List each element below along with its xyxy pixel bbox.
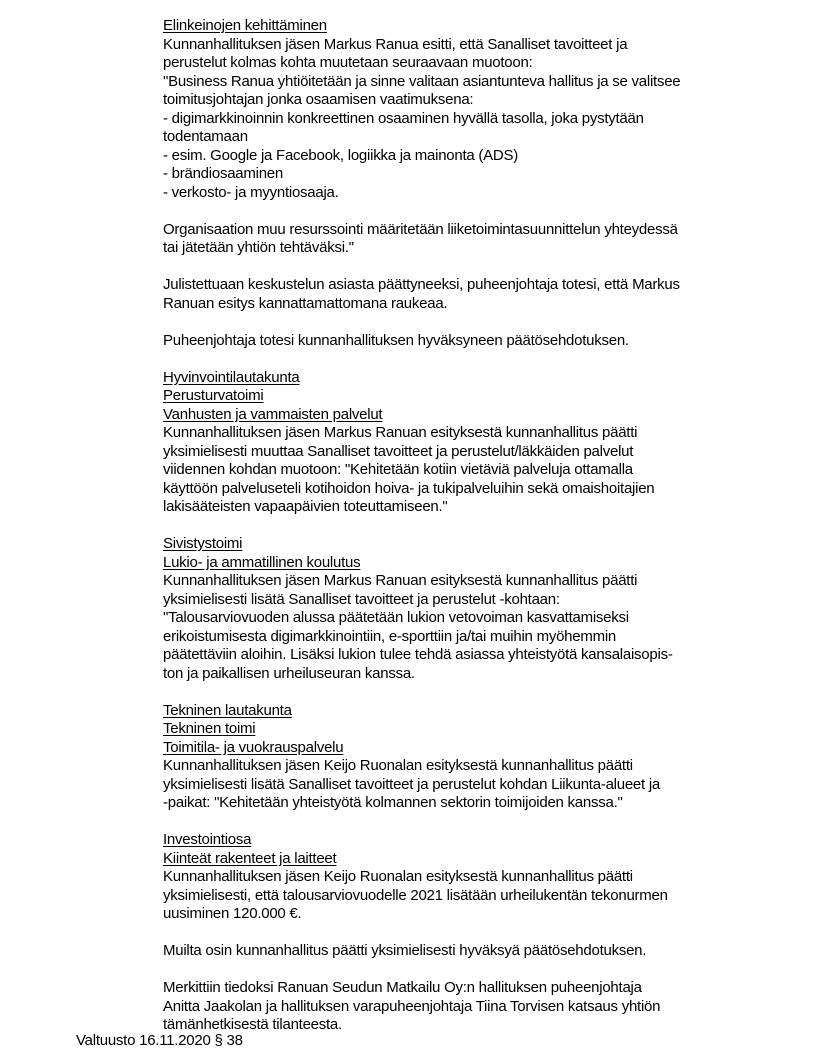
section-heading-text: Hyvinvointilautakunta — [163, 368, 300, 386]
blank-line — [163, 202, 680, 221]
section-heading-text: Tekninen lautakunta — [163, 701, 292, 719]
text-line — [163, 609, 680, 628]
text-line-content: Kunnanhallituksen jäsen Markus Ranuan esityksestä kunnanhallitus päätti — [163, 572, 638, 589]
section-heading-text: Kiinteät rakenteet ja laitteet — [163, 849, 337, 867]
blank-line — [163, 813, 680, 832]
section-heading — [163, 850, 680, 869]
text-line-content: erikoistumisesta digimarkkinointiin, e-sporttiin ja/tai muihin myöhemmin — [163, 627, 617, 645]
text-line — [163, 165, 680, 184]
section-heading — [163, 720, 680, 739]
text-line-content: "Talousarviovuoden alussa päätetään lukion vetovoiman kasvattamiseksi — [163, 609, 629, 626]
text-line-content: päätettäviin aloihin. Lisäksi lukion tulee tehdä asiassa yhteistyötä kansalaisopis- — [163, 646, 673, 663]
text-line — [163, 91, 680, 110]
blank-line — [163, 924, 680, 943]
text-line — [163, 572, 680, 591]
section-heading — [163, 702, 680, 721]
text-line — [163, 184, 680, 203]
text-line-content: "Business Ranua yhtiöitetään ja sinne valitaan asiantunteva hallitus ja se valitsee — [163, 72, 681, 90]
text-line-content: Ranuan esitys kannattamattomana raukeaa. — [163, 294, 448, 312]
text-line-content: Kunnanhallituksen jäsen Markus Ranuan esityksestä kunnanhallitus päätti — [163, 424, 638, 441]
section-heading — [163, 554, 680, 573]
section-heading — [163, 387, 680, 406]
text-line-content: käyttöön palveluseteli kotihoidon hoiva- ja tukipalveluihin sekä omaishoitajien — [163, 479, 655, 497]
text-line — [163, 36, 680, 55]
text-line — [163, 424, 680, 443]
text-line — [163, 443, 680, 462]
section-heading — [163, 535, 680, 554]
blank-line — [163, 683, 680, 702]
text-line — [163, 332, 680, 351]
text-line — [163, 110, 680, 129]
text-line-content: Kunnanhallituksen jäsen Keijo Ruonalan esityksestä kunnanhallitus päätti — [163, 757, 633, 774]
section-heading-text: Toimitila- ja vuokrauspalvelu — [163, 738, 344, 756]
text-line — [163, 628, 680, 647]
blank-line — [163, 961, 680, 980]
text-line-content: Kunnanhallituksen jäsen Markus Ranua esitti, että Sanalliset tavoitteet ja — [163, 35, 628, 53]
text-line — [163, 461, 680, 480]
text-line — [163, 776, 680, 795]
text-line — [163, 591, 680, 610]
section-heading-text: Elinkeinojen kehittäminen — [163, 17, 327, 34]
text-line-content: ton ja paikallisen urheiluseuran kanssa. — [163, 664, 415, 682]
section-heading — [163, 831, 680, 850]
text-line — [163, 665, 680, 684]
text-line — [163, 979, 680, 998]
text-line-content: todentamaan — [163, 128, 248, 145]
blank-line — [163, 350, 680, 369]
blank-line — [163, 258, 680, 277]
text-line-content: - digimarkkinoinnin konkreettinen osaaminen hyvällä tasolla, joka pystytään — [163, 109, 644, 127]
section-heading — [163, 369, 680, 388]
text-line — [163, 646, 680, 665]
text-line — [163, 942, 680, 961]
text-line-content: Muilta osin kunnanhallitus päätti yksimielisesti hyväksyä päätösehdotuksen. — [163, 942, 647, 959]
text-line-content: Puheenjohtaja totesi kunnanhallituksen hyväksyneen päätösehdotuksen. — [163, 331, 629, 349]
text-line-content: Organisaation muu resurssointi määritetään liiketoimintasuunnittelun yhteydessä — [163, 220, 678, 238]
text-line-content: uusiminen 120.000 €. — [163, 905, 302, 922]
section-heading — [163, 17, 680, 36]
blank-line — [163, 517, 680, 536]
text-line-content: yksimielisesti muuttaa Sanalliset tavoitteet ja perustelut/läkkäiden palvelut — [163, 442, 634, 460]
text-line-content: Anitta Jaakolan ja hallituksen varapuheenjohtaja Tiina Torvisen katsaus yhtiön — [163, 997, 661, 1015]
text-line — [163, 998, 680, 1017]
section-heading-text: Lukio- ja ammatillinen koulutus — [163, 553, 361, 571]
text-line-content: toimitusjohtajan jonka osaamisen vaatimuksena: — [163, 91, 474, 108]
text-line-content: -paikat: "Kehitetään yhteistyötä kolmannen sektorin toimijoiden kanssa." — [163, 794, 623, 811]
text-line-content: lakisääteisten vapaapäivien toteuttamiseen." — [163, 498, 448, 515]
text-line-content: - brändiosaaminen — [163, 165, 283, 182]
section-heading-text: Sivistystoimi — [163, 535, 243, 552]
text-line-content: yksimielisesti, että talousarviovuodelle 2021 lisätään urheilukentän tekonurmen — [163, 886, 668, 904]
text-line — [163, 239, 680, 258]
text-line — [163, 794, 680, 813]
text-line — [163, 276, 680, 295]
section-heading-text: Investointiosa — [163, 831, 252, 848]
document-body — [163, 17, 680, 1035]
text-line-content: Merkittiin tiedoksi Ranuan Seudun Matkailu Oy:n hallituksen puheenjohtaja — [163, 979, 642, 996]
section-heading-text: Vanhusten ja vammaisten palvelut — [163, 405, 383, 423]
section-heading-text: Tekninen toimi — [163, 720, 256, 737]
text-line — [163, 221, 680, 240]
text-line — [163, 757, 680, 776]
text-line-content: viidennen kohdan muotoon: "Kehitetään kotiin vietäviä palveluja ottamalla — [163, 461, 633, 478]
text-line — [163, 480, 680, 499]
section-heading-text: Perusturvatoimi — [163, 387, 264, 404]
text-line-content: Julistettuaan keskustelun asiasta päättyneeksi, puheenjohtaja totesi, että Markus — [163, 276, 680, 293]
section-heading — [163, 406, 680, 425]
text-line-content: yksimielisesti lisätä Sanalliset tavoitteet ja perustelut kohdan Liikunta-alueet ja — [163, 775, 661, 793]
text-line — [163, 128, 680, 147]
blank-line — [163, 313, 680, 332]
text-line — [163, 54, 680, 73]
text-line-content: yksimielisesti lisätä Sanalliset tavoitteet ja perustelut -kohtaan: — [163, 590, 560, 608]
text-line-content: tai jätetään yhtiön tehtäväksi." — [163, 239, 354, 256]
text-line — [163, 905, 680, 924]
page-footer: Valtuusto 16.11.2020 § 38 — [76, 1032, 243, 1049]
text-line — [163, 868, 680, 887]
section-heading — [163, 739, 680, 758]
text-line — [163, 73, 680, 92]
text-line — [163, 295, 680, 314]
text-line-content: Kunnanhallituksen jäsen Keijo Ruonalan esityksestä kunnanhallitus päätti — [163, 868, 633, 885]
text-line-content: perustelut kolmas kohta muutetaan seuraavaan muotoon: — [163, 54, 533, 71]
text-line — [163, 498, 680, 517]
text-line — [163, 887, 680, 906]
text-line-content: - verkosto- ja myyntiosaaja. — [163, 183, 339, 201]
text-line — [163, 147, 680, 166]
text-line-content: tämänhetkisestä tilanteesta. — [163, 1016, 342, 1033]
text-line-content: - esim. Google ja Facebook, logiikka ja mainonta (ADS) — [163, 146, 518, 164]
